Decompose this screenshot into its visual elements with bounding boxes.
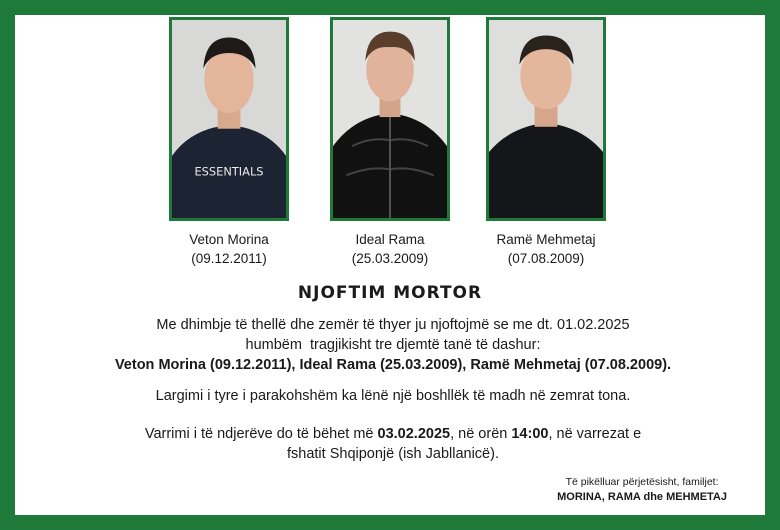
shirt-text: ESSENTIALS	[194, 164, 264, 179]
caption-ideal-rama	[315, 230, 465, 268]
person-name: Ideal Rama	[355, 232, 425, 247]
announcement-paragraph	[45, 315, 741, 375]
announcement-line-1: Me dhimbje të thellë dhe zemër të thyer ju njoftojmë se me dt. 01.02.2025	[156, 317, 630, 333]
funeral-text-part3: , në varrezat e	[548, 426, 642, 442]
portrait-ideal-rama	[330, 17, 450, 221]
caption-veton-morina	[154, 230, 304, 268]
funeral-date: 03.02.2025	[377, 426, 451, 442]
departure-paragraph: Largimi i tyre i parakohshëm ka lënë një boshllëk të madh në zemrat tona.	[155, 388, 631, 404]
portrait-rame-mehmetaj	[486, 17, 606, 221]
funeral-text-part1: Varrimi i të ndjerëve do të bëhet më	[144, 426, 378, 442]
notice-title: NJOFTIM MORTOR	[297, 283, 483, 303]
families-label: Të pikëlluar përjetësisht, familjet:	[565, 476, 719, 488]
funeral-time: 14:00	[511, 426, 549, 442]
person-name: Veton Morina	[189, 232, 269, 247]
funeral-line-2: fshatit Shqiponjë (ish Jabllanicë).	[287, 446, 499, 462]
families-names: MORINA, RAMA dhe MEHMETAJ	[557, 491, 727, 503]
families-signature	[557, 475, 727, 505]
person-birthdate: (09.12.2011)	[191, 251, 267, 266]
funeral-paragraph	[45, 424, 741, 464]
portrait-veton-morina	[169, 17, 289, 221]
funeral-text-part2: , në orën	[450, 426, 512, 442]
announcement-names-line: Veton Morina (09.12.2011), Ideal Rama (25.03.2009), Ramë Mehmetaj (07.08.2009).	[114, 357, 672, 373]
person-birthdate: (25.03.2009)	[351, 251, 429, 266]
caption-rame-mehmetaj	[471, 230, 621, 268]
photo-row	[15, 17, 765, 237]
announcement-line-2: humbëm tragjikisht tre djemtë tanë të dashur:	[245, 337, 541, 353]
obituary-card	[12, 12, 768, 518]
person-name: Ramë Mehmetaj	[496, 232, 596, 247]
person-birthdate: (07.08.2009)	[507, 251, 585, 266]
funeral-line-1	[45, 424, 741, 444]
